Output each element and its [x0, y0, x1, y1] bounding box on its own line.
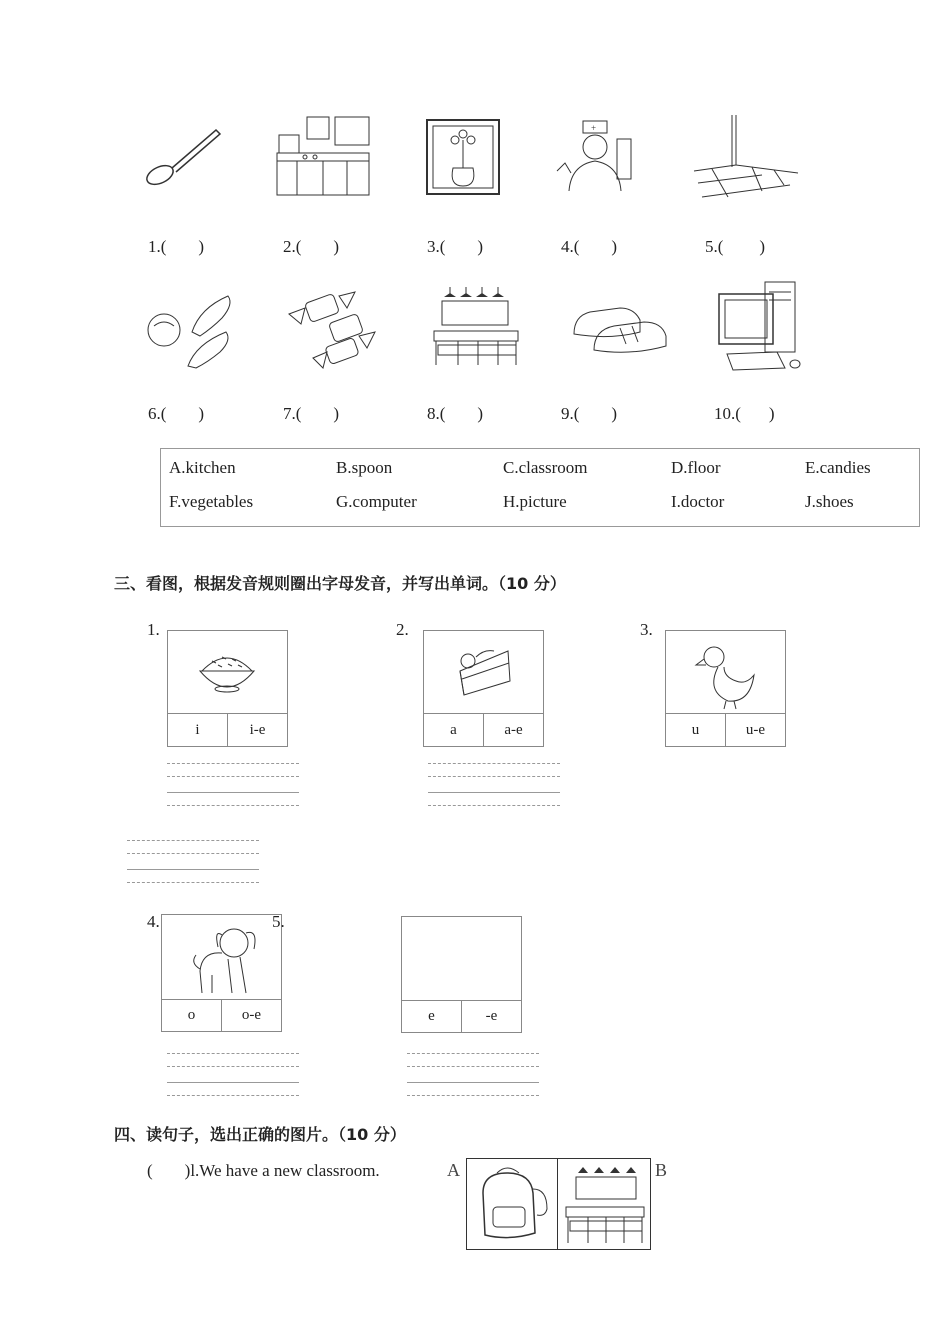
doctor-icon — [555, 115, 635, 195]
s3-item-1-opt1[interactable]: i — [195, 722, 200, 738]
item-2-number: 2.( ) — [283, 237, 340, 256]
s3-item-2-opt1[interactable]: a — [450, 722, 457, 738]
s3-item-1-opt2[interactable]: i-e — [227, 714, 287, 746]
option-g: G.computer — [336, 492, 417, 511]
s3-item-2-box — [423, 630, 544, 747]
s3-item-5-image-blank — [402, 917, 521, 1001]
s4-q1 — [147, 1161, 380, 1181]
option-d: D.floor — [671, 458, 721, 477]
s3-item-1-writing-lines[interactable] — [167, 763, 299, 809]
s3-item-5-box — [401, 916, 522, 1033]
spoon-icon — [140, 120, 230, 200]
s3-item-3-number: 3. — [640, 620, 653, 639]
computer-icon — [715, 280, 807, 374]
s3-item-4-writing-lines[interactable] — [167, 1053, 299, 1099]
cake-icon — [424, 631, 543, 714]
s3-item-3-opt1[interactable]: u — [691, 722, 700, 738]
shoes-icon — [570, 298, 670, 358]
s3-item-5-opt1[interactable]: e — [428, 1008, 435, 1024]
s4-q1-answer-paren[interactable]: ( — [147, 1161, 153, 1180]
option-h: H.picture — [503, 492, 567, 511]
s3-item-5-writing-lines[interactable] — [407, 1053, 539, 1099]
option-b: B.spoon — [336, 458, 393, 477]
section-3-heading: 三、看图，根据发音规则圈出字母发音，并写出单词。（10 分） — [114, 574, 566, 593]
item-1-number: 1.( ) — [148, 237, 205, 256]
classroom-option-icon[interactable] — [558, 1159, 650, 1249]
candies-icon — [283, 290, 383, 370]
s3-item-4-number: 4. — [147, 912, 160, 931]
s4-q1-images — [466, 1158, 651, 1250]
item-7-number: 7.( ) — [283, 404, 340, 423]
s3-item-1-number: 1. — [147, 620, 160, 639]
option-e: E.candies — [805, 458, 871, 477]
s3-item-5-number: 5. — [272, 912, 285, 931]
option-c: C.classroom — [503, 458, 588, 477]
item-5-number: 5.( ) — [705, 237, 766, 256]
floor-icon — [692, 113, 802, 203]
s3-item-5-opt2[interactable]: -e — [461, 1000, 521, 1032]
option-a: A.kitchen — [169, 458, 236, 477]
s3-item-3-writing-lines[interactable] — [127, 840, 259, 886]
option-f: F.vegetables — [169, 492, 254, 511]
section-4-heading: 四、读句子，选出正确的图片。（10 分） — [114, 1125, 406, 1144]
s3-item-2-number: 2. — [396, 620, 409, 639]
s3-item-4-box — [161, 914, 282, 1032]
item-4-number: 4.( ) — [561, 237, 618, 256]
item-8-number: 8.( ) — [427, 404, 484, 423]
s3-item-4-opt2[interactable]: o-e — [221, 999, 281, 1031]
item-3-number: 3.( ) — [427, 237, 484, 256]
s3-item-3-box — [665, 630, 786, 747]
s3-item-1-box — [167, 630, 288, 747]
s4-label-a: A — [447, 1160, 460, 1180]
s4-label-b: B — [655, 1160, 668, 1180]
picture-frame-icon — [425, 118, 503, 198]
option-j: J.shoes — [805, 492, 854, 511]
s3-item-3-opt2[interactable]: u-e — [725, 714, 785, 746]
word-options-box — [160, 448, 920, 527]
rice-bowl-icon — [168, 631, 287, 714]
dog-icon — [162, 915, 281, 1000]
s3-item-2-writing-lines[interactable] — [428, 763, 560, 809]
classroom-icon — [428, 285, 524, 369]
svg-text:+: + — [591, 123, 597, 133]
kitchen-icon — [275, 113, 375, 198]
item-9-number: 9.( ) — [561, 404, 618, 423]
s3-item-4-opt1[interactable]: o — [187, 1007, 196, 1023]
schoolbag-icon[interactable] — [467, 1159, 558, 1249]
duck-icon — [666, 631, 785, 714]
vegetables-icon — [142, 288, 242, 370]
item-10-number: 10.( ) — [714, 404, 775, 423]
s4-q1-sentence: )l.We have a new classroom. — [184, 1161, 380, 1180]
option-i: I.doctor — [671, 492, 725, 511]
s3-item-2-opt2[interactable]: a-e — [483, 714, 543, 746]
item-6-number: 6.( ) — [148, 404, 205, 423]
